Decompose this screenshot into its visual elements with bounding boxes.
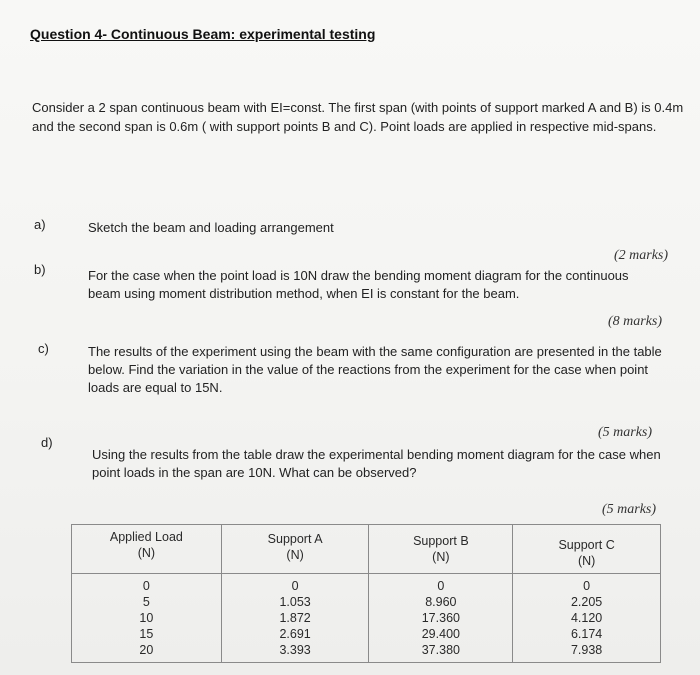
header-support-c-unit: (N)	[577, 554, 596, 568]
question-d-marks: (5 marks)	[602, 502, 657, 517]
table-header-row	[72, 525, 661, 574]
table-cell: 6.174	[570, 627, 603, 641]
header-support-b-unit: (N)	[432, 550, 450, 564]
table-cell: 10	[139, 611, 154, 625]
table-cell: 0	[583, 579, 591, 593]
results-table	[71, 524, 661, 663]
question-d-text: Using the results from the table draw the experimental bending moment diagram for the case when point loads in the span are 10N. What can be observed?	[92, 447, 661, 480]
table-cell: 29.400	[421, 627, 460, 641]
intro-paragraph: Consider a 2 span continuous beam with EI=const. The first span (with points of support marked A and B) is 0.4m and the second span is 0.6m ( with support points B and C). Point loads are applied in respective mid-spans.	[32, 100, 684, 134]
table-cell: 8.960	[425, 595, 457, 609]
question-a-text: Sketch the beam and loading arrangement	[88, 220, 334, 235]
table-cell: 7.938	[570, 643, 603, 657]
support-c-values	[513, 574, 661, 663]
table-cell: 2.205	[570, 595, 603, 609]
table-cell: 0	[437, 579, 445, 593]
question-title: Question 4- Continuous Beam: experimental testing	[30, 26, 376, 42]
table-values-row	[72, 574, 661, 663]
question-c-text: The results of the experiment using the beam with the same configuration are presented in the table below. Find the variation in the value of the reactions from the experiment for the case when point loads are equal to 15N.	[88, 344, 662, 395]
support-a-values	[221, 574, 369, 663]
table-cell: 3.393	[279, 643, 311, 657]
header-support-a-unit: (N)	[286, 548, 304, 562]
question-b-label: b)	[34, 262, 46, 277]
table-cell: 2.691	[279, 627, 311, 641]
header-applied-load-name: Applied Load	[109, 530, 183, 544]
question-d-label: d)	[41, 435, 53, 450]
support-b-values	[369, 574, 513, 663]
table-cell: 37.380	[421, 643, 460, 657]
header-support-b-name: Support B	[413, 534, 469, 548]
header-applied-load-unit: (N)	[137, 546, 156, 560]
header-support-a-name: Support A	[267, 532, 323, 546]
table-cell: 4.120	[570, 611, 603, 625]
header-support-c	[513, 525, 661, 574]
table-cell: 5	[142, 595, 150, 609]
question-a-label: a)	[34, 217, 46, 232]
table-cell: 15	[139, 627, 154, 641]
question-c-marks: (5 marks)	[598, 425, 653, 440]
table-cell: 17.360	[421, 611, 460, 625]
question-b-text: For the case when the point load is 10N draw the bending moment diagram for the continuous beam using moment distribution method, when EI is constant for the beam.	[88, 268, 629, 301]
question-c-label: c)	[38, 341, 49, 356]
question-a-marks: (2 marks)	[614, 248, 669, 263]
table-cell: 1.872	[279, 611, 311, 625]
question-b-marks: (8 marks)	[608, 314, 663, 329]
header-support-c-name: Support C	[558, 538, 615, 552]
header-support-a	[221, 525, 369, 574]
table-cell: 0	[142, 579, 150, 593]
table-cell: 0	[291, 579, 299, 593]
table-cell: 20	[139, 643, 154, 657]
header-applied-load	[72, 525, 222, 574]
header-support-b	[369, 525, 513, 574]
applied-load-values	[72, 574, 222, 663]
table-cell: 1.053	[279, 595, 311, 609]
